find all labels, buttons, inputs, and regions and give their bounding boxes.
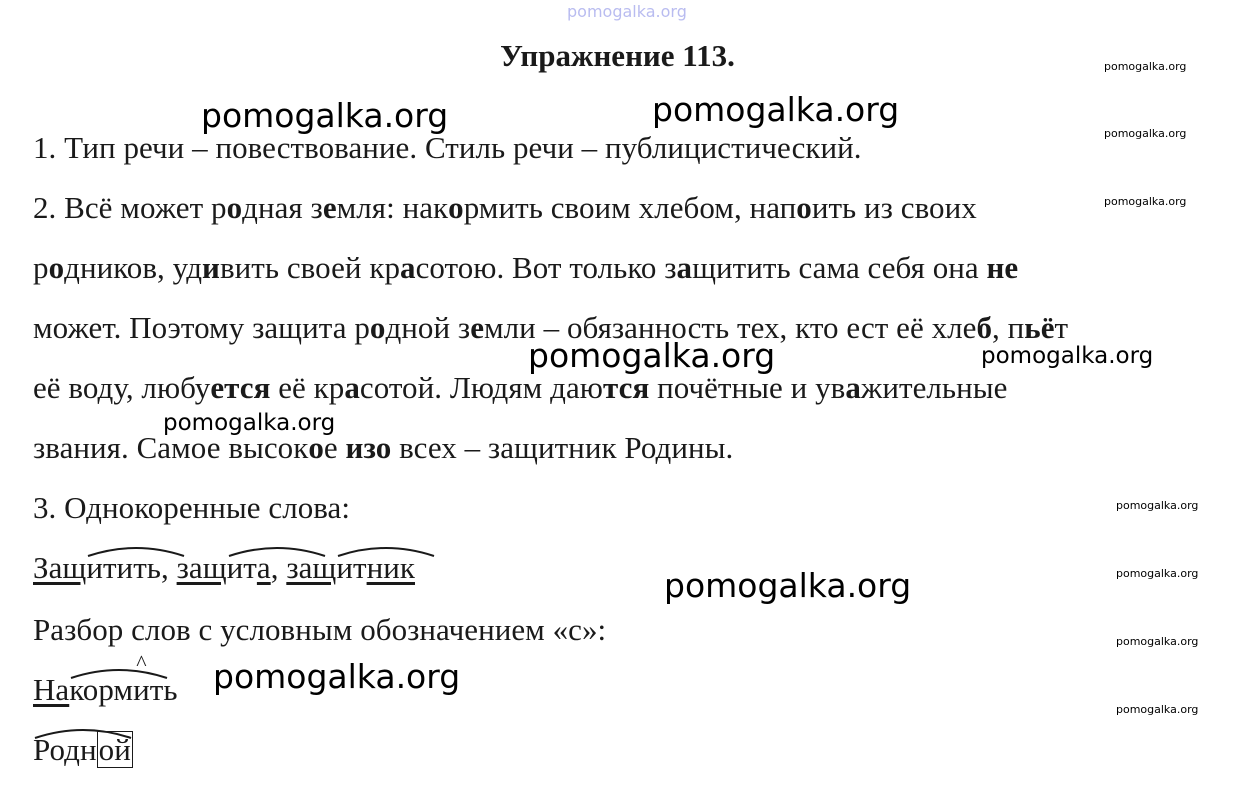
analysis-heading: Разбор слов с условным обозначением «с»: <box>33 612 607 647</box>
word-analysis-rodnoy <box>33 732 133 768</box>
highlighted-letter: изо <box>345 430 392 465</box>
watermark: pomogalka.org <box>1104 60 1187 73</box>
cognates-heading: 3. Однокоренные слова: <box>33 490 351 525</box>
highlighted-letter: тся <box>602 370 650 405</box>
highlighted-letter: о <box>308 430 324 465</box>
cognate-word: защ итник <box>286 550 415 585</box>
cognates-line: Защ итить, защ ита, защ итник <box>33 550 415 586</box>
cognate-word: Защ ити <box>33 550 133 585</box>
highlighted-letter: о <box>448 190 464 225</box>
word-analysis-nakormit <box>33 672 178 708</box>
paragraph-text-line: может. Поэтому защита родной земли – обязанность тех, кто ест её хлеб, пьёт <box>33 310 1069 345</box>
highlighted-letter: о <box>48 250 65 285</box>
ending: ть <box>149 672 178 707</box>
word-stem <box>33 672 150 707</box>
watermark: pomogalka.org <box>213 657 461 696</box>
highlighted-letter: ьё <box>1024 310 1055 345</box>
cognate-ending: ть <box>133 550 161 585</box>
root-arc <box>69 665 169 679</box>
paragraph-text-line: 2. Всё может родная земля: накормить своим хлебом, напоить из своих <box>33 190 977 225</box>
watermark: pomogalka.org <box>1104 195 1187 208</box>
root: Родн <box>33 732 97 768</box>
cognate-word: защ ита <box>177 550 271 585</box>
highlighted-letter: е <box>470 310 484 345</box>
watermark: pomogalka.org <box>1116 703 1199 716</box>
prefix: На <box>33 672 70 707</box>
highlighted-letter: и <box>202 250 220 285</box>
highlighted-letter: а <box>400 250 416 285</box>
highlighted-letter: е <box>322 190 337 225</box>
exercise-title: Упражнение 113. <box>500 38 735 73</box>
root: корм <box>69 672 133 708</box>
highlighted-letter: о <box>369 310 386 345</box>
highlighted-letter: б <box>976 310 993 345</box>
watermark: pomogalka.org <box>163 410 336 436</box>
root-arc <box>33 725 133 739</box>
watermark: pomogalka.org <box>201 96 449 135</box>
watermark: pomogalka.org <box>664 566 912 605</box>
ending-box: ой <box>98 732 131 767</box>
paragraph-text-line: родников, удивить своей красотою. Вот только защитить сама себя она не <box>33 250 1019 285</box>
word-stem <box>33 732 97 767</box>
watermark: pomogalka.org <box>652 90 900 129</box>
root-arc <box>227 543 327 557</box>
watermark: pomogalka.org <box>1116 567 1199 580</box>
top-watermark: pomogalka.org <box>567 2 687 21</box>
highlighted-letter: не <box>986 250 1019 285</box>
root-arc <box>336 543 436 557</box>
watermark: pomogalka.org <box>528 336 776 375</box>
paragraph-text-line: её воду, любуется её красотой. Людям даются почётные и уважительные <box>33 370 1008 405</box>
watermark: pomogalka.org <box>1116 499 1199 512</box>
paragraph-text-line: звания. Самое высокое изо всех – защитник Родины. <box>33 430 734 465</box>
highlighted-letter: е <box>210 370 225 405</box>
paragraph-speech-type: 1. Тип речи – повествование. Стиль речи – публицистический. <box>33 130 862 165</box>
watermark: pomogalka.org <box>1116 635 1199 648</box>
watermark: pomogalka.org <box>981 343 1154 369</box>
highlighted-letter: о <box>796 190 812 225</box>
root-arc <box>86 543 186 557</box>
highlighted-letter: о <box>226 190 243 225</box>
watermark: pomogalka.org <box>1104 127 1187 140</box>
highlighted-letter: тся <box>224 370 271 405</box>
highlighted-letter: а <box>344 370 360 405</box>
highlighted-letter: а <box>845 370 861 405</box>
suffix: ^ и <box>133 672 150 708</box>
highlighted-letter: а <box>676 250 693 285</box>
